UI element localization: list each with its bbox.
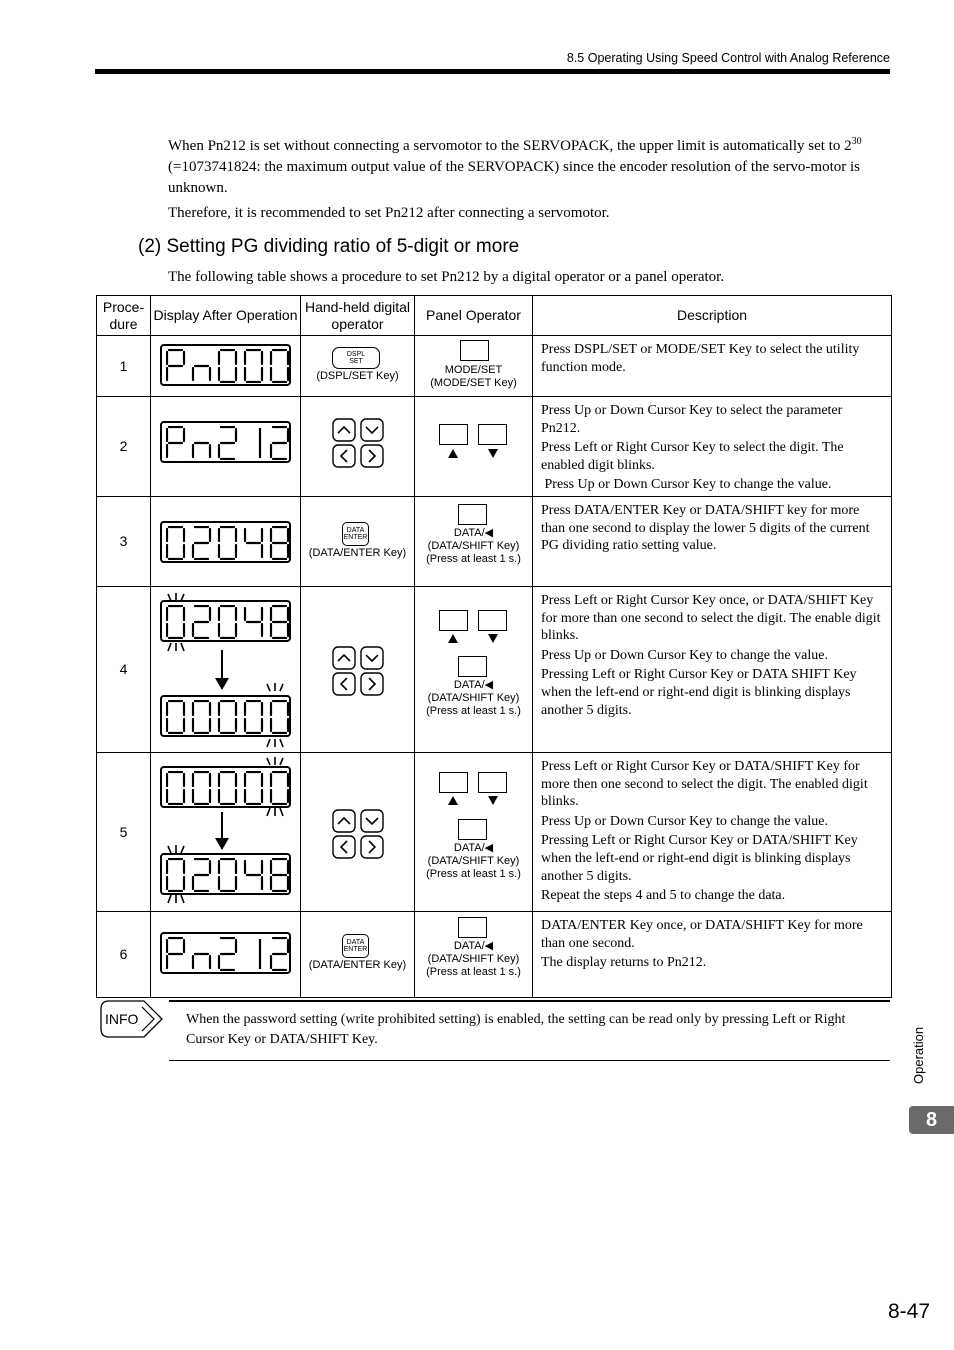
table-header-row	[97, 296, 892, 336]
section-lead: The following table shows a procedure to set Pn212 by a digital operator or a panel operator.	[168, 269, 725, 285]
cursor-keys-graphic	[332, 646, 384, 696]
intro-text-1b: (=1073741824: the maximum output value of the SERVOPACK) since the encoder resolution of the servo-motor is unknown.	[168, 159, 861, 196]
description-line: Pressing Left or Right Cursor Key or DATA/SHIFT Key when the left-end or right-end digit is blinking displays another 5 digits.	[541, 833, 858, 884]
down-key[interactable]	[478, 424, 507, 445]
panel-cell	[415, 397, 533, 497]
table-row	[97, 911, 892, 997]
panel-cell	[415, 496, 533, 586]
display-cell	[151, 752, 301, 911]
description-line: The display returns to Pn212.	[541, 955, 707, 971]
description-line: Press Up or Down Cursor Key to change the value.	[541, 813, 828, 829]
lcd-display	[160, 766, 291, 808]
display-cell	[151, 496, 301, 586]
step-number: 3	[97, 496, 151, 586]
blink-indicator-icon	[264, 683, 286, 693]
table-row	[97, 336, 892, 397]
left-cursor-key[interactable]	[333, 673, 355, 695]
up-triangle-icon	[448, 796, 458, 805]
data-enter-key-text: DATA ENTER	[343, 938, 368, 953]
header-panel: Panel Operator	[415, 296, 533, 336]
lcd-display	[160, 695, 291, 737]
intro-paragraph-2: Therefore, it is recommended to set Pn212 after connecting a servomotor.	[168, 205, 610, 221]
handheld-cell	[301, 752, 415, 911]
info-text: When the password setting (write prohibited setting) is enabled, the setting can be read only by pressing Left or Right Cursor Key or DATA/SHIFT Key.	[186, 1012, 846, 1047]
dspl-set-key-text: DSPL SET	[346, 351, 366, 365]
blink-indicator-icon	[165, 894, 187, 904]
description-cell	[533, 586, 892, 752]
display-cell	[151, 911, 301, 997]
blink-indicator-icon	[165, 642, 187, 652]
description-line: Press Left or Right Cursor Key once, or DATA/SHIFT Key for more than one second to select the digit. The enable digit blinks.	[541, 592, 881, 644]
down-triangle-icon	[488, 449, 498, 458]
lcd-display	[160, 344, 291, 386]
handheld-cell	[301, 397, 415, 497]
right-cursor-key[interactable]	[361, 673, 383, 695]
description-line: Press DATA/ENTER Key or DATA/SHIFT key for more than one second to display the lower 5 digits of the current PG dividing ratio setting value.	[541, 502, 870, 554]
info-badge-icon	[100, 1000, 164, 1038]
seven-seg-digits	[166, 771, 289, 805]
description-cell	[533, 911, 892, 997]
description-line: Press Up or Down Cursor Key to change the value.	[541, 647, 828, 663]
description-cell	[533, 397, 892, 497]
display-cell	[151, 586, 301, 752]
side-section-label	[911, 1022, 927, 1084]
up-triangle-icon	[448, 634, 458, 643]
handheld-cell	[301, 911, 415, 997]
panel-key-label: DATA/◀ (DATA/SHIFT Key) (Press at least 1 s.)	[426, 939, 521, 978]
dspl-set-key[interactable]	[332, 347, 380, 369]
left-cursor-key[interactable]	[333, 445, 355, 467]
description-line: DATA/ENTER Key once, or DATA/SHIFT Key for more than one second.	[541, 917, 863, 951]
down-cursor-key[interactable]	[361, 810, 383, 832]
seven-seg-digits	[166, 858, 289, 892]
header-display: Display After Operation	[151, 296, 301, 336]
step-number: 2	[97, 397, 151, 497]
description-line: Press Left or Right Cursor Key or DATA/SHIFT Key for more then one second to select the digit. The enabled digit blinks.	[541, 758, 868, 810]
up-triangle-icon	[448, 449, 458, 458]
step-number: 5	[97, 752, 151, 911]
intro-paragraph-1	[168, 136, 890, 199]
description-line: Press Up or Down Cursor Key to select the parameter Pn212.	[541, 403, 843, 436]
data-enter-key-text: DATA ENTER	[343, 526, 368, 541]
lcd-display	[160, 600, 291, 642]
running-head: 8.5 Operating Using Speed Control with Analog Reference	[566, 51, 890, 65]
header-procedure: Proce- dure	[97, 296, 151, 336]
seven-seg-digits	[166, 700, 289, 734]
cursor-key-cluster	[332, 646, 384, 701]
handheld-cell	[301, 336, 415, 397]
panel-cell	[415, 752, 533, 911]
panel-key-label: DATA/◀ (DATA/SHIFT Key) (Press at least 1 s.)	[426, 678, 521, 717]
table-row	[97, 586, 892, 752]
handheld-key-label: (DSPL/SET Key)	[316, 370, 399, 382]
down-triangle-icon	[488, 796, 498, 805]
seven-seg-digits	[166, 349, 289, 383]
description-cell	[533, 752, 892, 911]
table-row	[97, 397, 892, 497]
cursor-key-cluster	[332, 418, 384, 473]
handheld-key-label: (DATA/ENTER Key)	[308, 958, 407, 971]
handheld-cell	[301, 586, 415, 752]
data-shift-key[interactable]	[458, 504, 487, 525]
handheld-cell	[301, 496, 415, 586]
description-line: Repeat the steps 4 and 5 to change the data.	[541, 888, 786, 904]
cursor-keys-graphic	[332, 418, 384, 468]
chapter-tab: 8	[909, 1106, 954, 1134]
description-cell	[533, 496, 892, 586]
procedure-table	[96, 295, 892, 998]
right-cursor-key[interactable]	[361, 445, 383, 467]
data-shift-key[interactable]	[458, 917, 487, 938]
panel-key-label: MODE/SET (MODE/SET Key)	[430, 364, 517, 389]
step-number: 1	[97, 336, 151, 397]
description-line: Pressing Left or Right Cursor Key or DATA SHIFT Key when the left-end or right-end digit is blinking displays another 5 digits.	[541, 667, 857, 718]
step-number: 6	[97, 911, 151, 997]
seven-seg-digits	[166, 526, 289, 560]
info-badge-text: INFO	[105, 1011, 139, 1027]
lcd-display	[160, 421, 291, 463]
intro-superscript: 30	[851, 136, 862, 147]
data-shift-key[interactable]	[458, 656, 487, 677]
lcd-display	[160, 853, 291, 895]
down-triangle-icon	[488, 634, 498, 643]
right-cursor-key[interactable]	[361, 836, 383, 858]
seven-seg-digits	[166, 937, 289, 971]
data-shift-key[interactable]	[458, 819, 487, 840]
down-key[interactable]	[478, 772, 507, 793]
panel-cell	[415, 911, 533, 997]
seven-seg-digits	[166, 426, 289, 460]
display-cell	[151, 397, 301, 497]
down-key[interactable]	[478, 610, 507, 631]
step-number: 4	[97, 586, 151, 752]
description-line: Press Left or Right Cursor Key to select the digit. The enabled digit blinks.	[541, 440, 844, 473]
up-cursor-key[interactable]	[333, 810, 355, 832]
up-cursor-key[interactable]	[333, 419, 355, 441]
lcd-display	[160, 521, 291, 563]
down-arrow-icon	[215, 812, 229, 850]
up-key[interactable]	[439, 424, 468, 445]
panel-cell	[415, 586, 533, 752]
data-enter-key[interactable]	[342, 934, 369, 958]
lcd-display	[160, 932, 291, 974]
table-row	[97, 752, 892, 911]
side-section-label-text: Operation	[911, 1026, 926, 1084]
description-line: Press Up or Down Cursor Key to change the value.	[541, 477, 832, 493]
down-cursor-key[interactable]	[361, 419, 383, 441]
cursor-keys-graphic	[332, 809, 384, 859]
down-arrow-icon	[215, 650, 229, 690]
up-key[interactable]	[439, 772, 468, 793]
header-description: Description	[533, 296, 892, 336]
blink-indicator-icon	[264, 807, 286, 817]
header-handheld: Hand-held digital operator	[301, 296, 415, 336]
mode-set-key[interactable]	[460, 340, 489, 361]
panel-cell	[415, 336, 533, 397]
info-top-rule	[169, 1000, 890, 1002]
info-bottom-rule	[169, 1060, 890, 1061]
page-number: 8-47	[887, 1300, 930, 1323]
left-cursor-key[interactable]	[333, 836, 355, 858]
description-cell	[533, 336, 892, 397]
section-heading: (2) Setting PG dividing ratio of 5-digit or more	[138, 236, 520, 257]
up-key[interactable]	[439, 610, 468, 631]
seven-seg-digits	[166, 605, 289, 639]
handheld-key-label: (DATA/ENTER Key)	[308, 546, 407, 559]
up-cursor-key[interactable]	[333, 647, 355, 669]
down-cursor-key[interactable]	[361, 647, 383, 669]
panel-key-label: DATA/◀ (DATA/SHIFT Key) (Press at least 1 s.)	[426, 841, 521, 880]
panel-key-label: DATA/◀ (DATA/SHIFT Key) (Press at least 1 s.)	[426, 526, 521, 565]
blink-indicator-icon	[264, 738, 286, 748]
table-row	[97, 496, 892, 586]
display-cell	[151, 336, 301, 397]
description-line: Press DSPL/SET or MODE/SET Key to select the utility function mode.	[541, 342, 860, 375]
intro-text-1a: When Pn212 is set without connecting a servomotor to the SERVOPACK, the upper limit is automatically set to 2	[168, 138, 852, 154]
data-enter-key[interactable]	[342, 522, 369, 546]
header-rule	[95, 69, 890, 74]
cursor-key-cluster	[332, 809, 384, 864]
